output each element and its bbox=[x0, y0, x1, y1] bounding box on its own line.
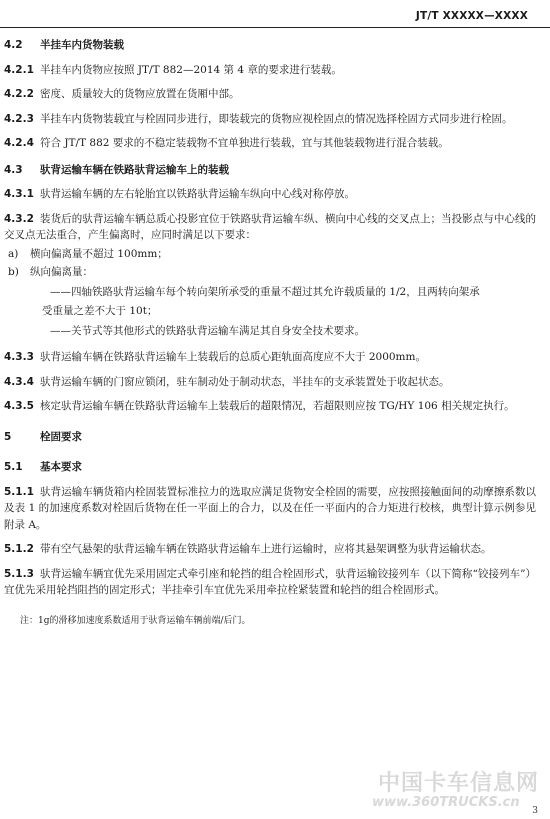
heading-4-2 bbox=[4, 37, 536, 54]
list-text: 纵向偏离量： bbox=[30, 266, 93, 278]
clause-number: 4.3.1 bbox=[4, 188, 34, 200]
clause-5-1-2 bbox=[4, 541, 536, 558]
clause-4-2-3 bbox=[4, 111, 536, 128]
clause-4-2-2 bbox=[4, 86, 536, 103]
clause-number: 4.2.2 bbox=[4, 88, 34, 100]
section-number: 4.3 bbox=[4, 163, 23, 176]
list-label: b) bbox=[8, 266, 19, 278]
dash-item-1: ——四轴铁路驮背运输车每个转向架所承受的重量不超过其允许载质量的 1/2，且两转向架承 bbox=[50, 285, 480, 298]
dash-item-1-continued: 受重量之差不大于 10t； bbox=[42, 305, 158, 317]
watermark-logo: 中国卡车信息网 bbox=[378, 771, 540, 796]
clause-text: 驮背运输车辆在铁路驮背运输车上装载后的总质心距轨面高度应不大于 2000mm。 bbox=[40, 351, 426, 363]
clause-text: 半挂车内货物装载宜与栓固同步进行，即装载完的货物应视栓固点的情况选择栓固方式同步进行栓固。 bbox=[40, 112, 513, 125]
header-rule bbox=[0, 27, 550, 28]
clause-number: 5.1.2 bbox=[4, 543, 34, 555]
clause-text: 装货后的驮背运输车辆总质心投影宜位于铁路驮背运输车纵、横向中心线的交叉点上；当投影点与中心线的交叉点无法重合，产生偏离时，应同时满足以下要求： bbox=[4, 212, 536, 241]
clause-4-3-5 bbox=[4, 398, 536, 415]
clause-4-3-4 bbox=[4, 374, 536, 391]
clause-number: 4.3.4 bbox=[4, 375, 34, 388]
clause-number: 4.2.3 bbox=[4, 112, 34, 125]
clause-4-3-1 bbox=[4, 186, 536, 203]
watermark-url: www.360TRUCKS.cn bbox=[372, 795, 520, 810]
clause-5-1-1 bbox=[4, 484, 536, 534]
section-number: 5.1 bbox=[4, 461, 23, 473]
page-number: 3 bbox=[532, 806, 538, 816]
clause-number: 4.2.4 bbox=[4, 137, 34, 149]
list-item-b bbox=[8, 264, 536, 281]
clause-text: 密度、质量较大的货物应放置在货厢中部。 bbox=[40, 88, 240, 100]
clause-number: 5.1.1 bbox=[4, 485, 34, 498]
clause-text: 半挂车内货物应按照 JT/T 882—2014 第 4 章的要求进行装载。 bbox=[40, 63, 342, 76]
list-label: a) bbox=[8, 247, 19, 260]
section-title: 半挂车内货物装载 bbox=[40, 39, 124, 51]
clause-4-3-2 bbox=[4, 211, 536, 244]
clause-number: 5.1.3 bbox=[4, 567, 34, 580]
dash-item-2: ——关节式等其他形式的铁路驮背运输车满足其自身安全技术要求。 bbox=[50, 324, 365, 337]
clause-text: 驮背运输车辆宜优先采用固定式牵引座和轮挡的组合栓固形式，驮背运输铰接列车（以下简称“铰接列车”）宜优先采用轮挡阻挡的固定形式；半挂牵引车宜优先采用牵拉栓紧装置和轮挡的组合栓固形式。 bbox=[4, 567, 536, 596]
document-body bbox=[4, 37, 536, 629]
clause-text: 驮背运输车辆货箱内栓固装置标准拉力的选取应满足货物安全栓固的需要，应按照接触面间的动摩擦系数以及表 1 的加速度系数对栓固后货物在任一平面上的合力，以及在任一平面内的合力矩进行校核，典型计算示例参见附录 A。 bbox=[4, 485, 536, 531]
clause-text: 驮背运输车辆的左右轮胎宜以铁路驮背运输车纵向中心线对称停放。 bbox=[40, 188, 355, 200]
heading-5-1 bbox=[4, 459, 536, 476]
heading-4-3 bbox=[4, 162, 536, 179]
clause-4-2-4 bbox=[4, 135, 536, 152]
section-title: 基本要求 bbox=[40, 461, 82, 473]
clause-4-3-3 bbox=[4, 349, 536, 366]
clause-4-2-1 bbox=[4, 62, 536, 79]
note: 注：1g的滑移加速度系数适用于驮背运输车辆前端/后门。 bbox=[20, 615, 251, 626]
document-code: JT/T XXXXX—XXXX bbox=[415, 10, 528, 22]
section-title: 驮背运输车辆在铁路驮背运输车上的装载 bbox=[40, 163, 229, 176]
clause-text: 驮背运输车辆的门窗应锁闭，驻车制动处于制动状态，半挂车的支承装置处于收起状态。 bbox=[40, 375, 450, 388]
clause-text: 带有空气悬架的驮背运输车辆在铁路驮背运输车上进行运输时，应将其悬架调整为驮背运输状态。 bbox=[40, 543, 492, 555]
clause-text: 符合 JT/T 882 要求的不稳定装载物不宜单独进行装载，宜与其他装载物进行混合装载。 bbox=[40, 137, 449, 149]
section-number: 4.2 bbox=[4, 39, 23, 51]
clause-5-1-3 bbox=[4, 566, 536, 599]
list-text: 横向偏离量不超过 100mm； bbox=[30, 247, 168, 260]
clause-number: 4.3.2 bbox=[4, 212, 34, 225]
clause-number: 4.2.1 bbox=[4, 63, 34, 76]
list-item-a bbox=[8, 246, 536, 263]
clause-number: 4.3.3 bbox=[4, 351, 34, 363]
heading-5 bbox=[4, 429, 536, 446]
section-number: 5 bbox=[4, 430, 12, 443]
clause-number: 4.3.5 bbox=[4, 400, 34, 412]
clause-text: 核定驮背运输车辆在铁路驮背运输车上装载后的超限情况，若超限则应按 TG/HY 106 相关规定执行。 bbox=[40, 400, 515, 412]
section-title: 栓固要求 bbox=[40, 430, 82, 443]
